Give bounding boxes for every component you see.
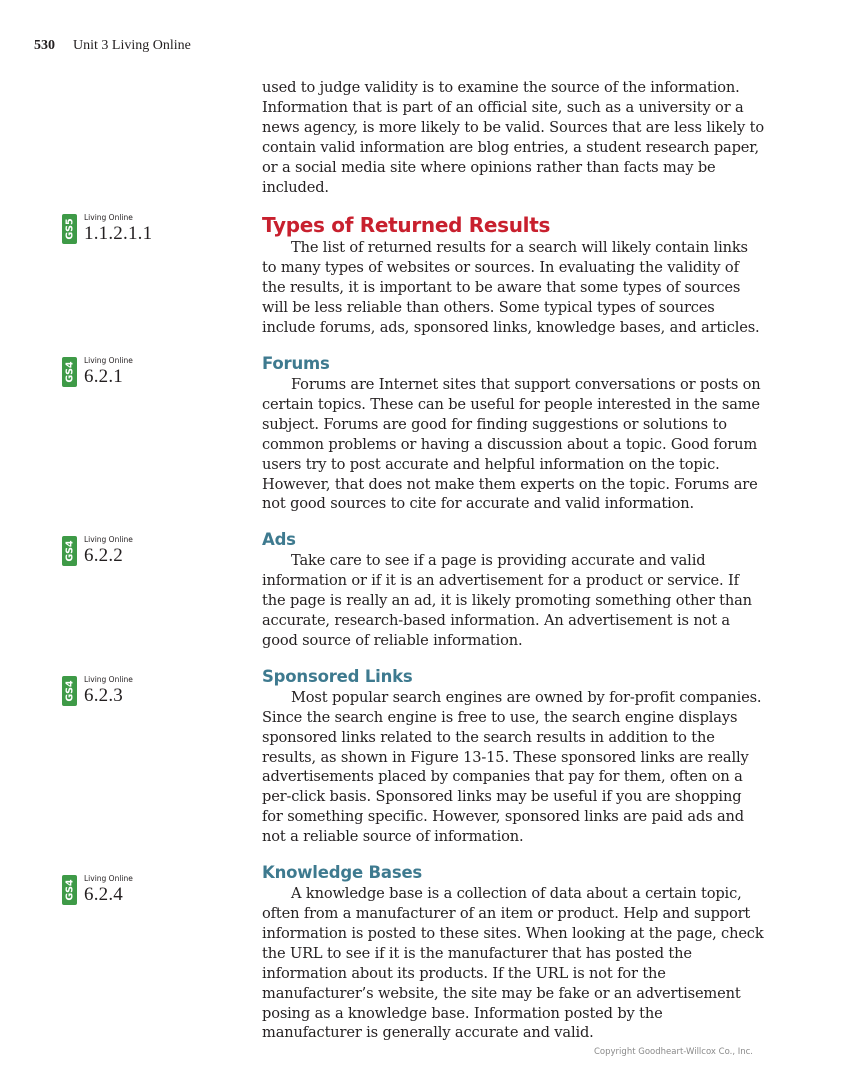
standard-tag-code: 6.2.2 [84,545,123,566]
sponsored-links-paragraph: Most popular search engines are owned by for-profit companies. Since the search engine is free to use, the search engine displays sponsored links related to the search results in addition to the results, as shown in Figure 13-15. These sponsored links are really advertisements placed by companies that pay for them, often on a per-click basis. Sponsored links may be useful if you are shopping for something specific. However, sponsored links are paid ads and not a reliable source of information. [262,688,762,846]
gs-badge: GS4 [62,357,77,387]
gs-badge: GS4 [62,875,77,905]
standard-tag-label: Living Online [84,874,133,883]
copyright-notice: Copyright Goodheart-Willcox Co., Inc. [594,1047,754,1057]
main-text-column [262,78,766,1043]
ads-paragraph: Take care to see if a page is providing accurate and valid information or if it is an advertisement for a product or service. If the page is really an ad, it is likely promoting something other than accurate, research-based information. An advertisement is not a good source of reliable information. [262,552,752,649]
standard-tag-code: 6.2.3 [84,685,123,706]
standard-tag-label: Living Online [84,535,133,544]
gs-badge: GS4 [62,676,77,706]
unit-label: Unit 3 Living Online [73,38,191,53]
standard-tag-label: Living Online [84,213,133,222]
section-paragraph: The list of returned results for a search will likely contain links to many types of websites or sources. In evaluating the validity of the results, it is important to be aware that some types of sources will be less reliable than others. Some typical types of sources include forums, ads, sponsored links, knowledge bases, and articles. [262,239,760,337]
standard-tag-label: Living Online [84,675,133,684]
knowledge-bases-paragraph: A knowledge base is a collection of data about a certain topic, often from a manufacturer of an item or product. Help and support information is posted to these sites. When looking at the page, check the URL to see if it is the manufacturer that has posted the information about its products. If the URL is not for the manufacturer’s website, the site may be fake or an advertisement posing as a knowledge base. Information posted by the manufacturer is generally accurate and valid. [262,885,764,1042]
sponsored-links-heading: Sponsored Links [262,666,413,686]
standard-tag-code: 1.1.2.1.1 [84,223,153,244]
intro-paragraph: used to judge validity is to examine the source of the information. Information that is part of an official site, such as a university or a news agency, is more likely to be valid. Sources that are less likely to contain valid information are blog entries, a student research paper, or a social media site where opinions rather than facts may be included. [262,79,764,196]
forums-heading: Forums [262,353,330,373]
knowledge-bases-heading: Knowledge Bases [262,863,423,883]
section-title: Types of Returned Results [262,213,551,238]
standard-tag-code: 6.2.1 [84,366,123,387]
ads-heading: Ads [262,530,296,550]
page-number: 530 [34,38,55,53]
gs-badge: GS5 [62,214,77,244]
standard-tag-code: 6.2.4 [84,884,123,905]
running-head [34,38,191,54]
gs-badge: GS4 [62,536,77,566]
standard-tag-label: Living Online [84,356,133,365]
forums-paragraph: Forums are Internet sites that support conversations or posts on certain topics. These can be useful for people interested in the same subject. Forums are good for finding suggestions or solutions to common problems or having a discussion about a topic. Good forum users try to post accurate and helpful information on the topic. However, that does not make them experts on the topic. Forums are not good sources to cite for accurate and valid information. [262,375,761,513]
